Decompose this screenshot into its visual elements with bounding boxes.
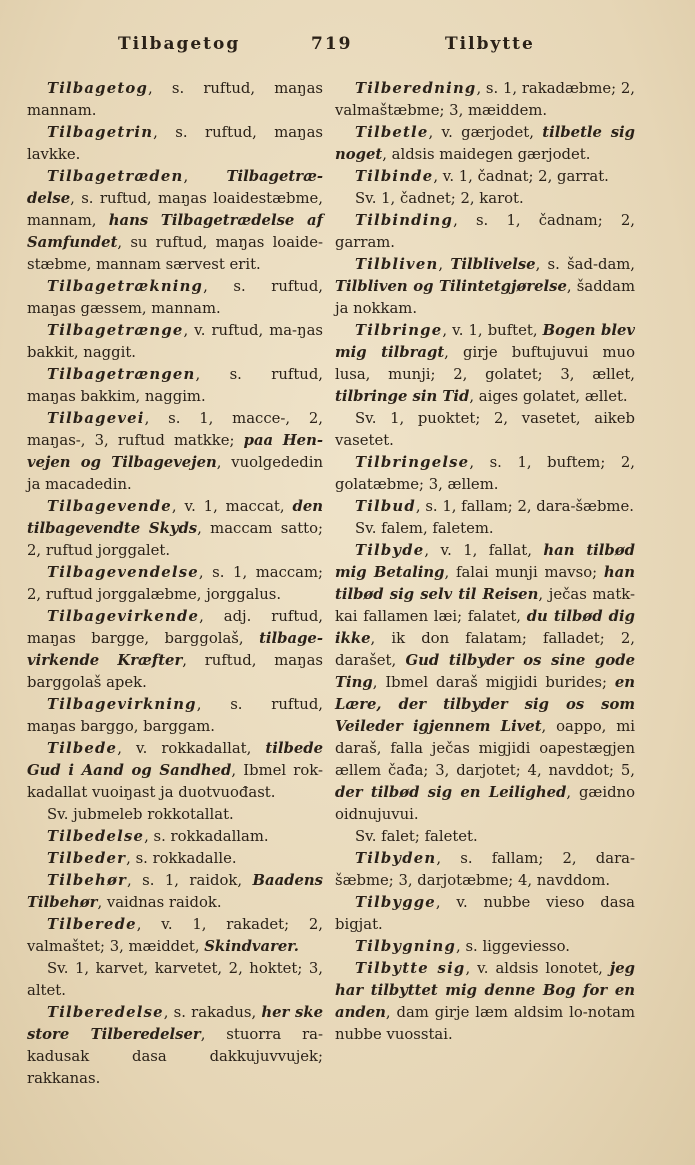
headword: Tilbud — [355, 498, 416, 515]
headword: Tilberedning — [355, 80, 477, 97]
headword: Tilbede — [47, 740, 118, 757]
headword: Tilbagevirkende — [47, 608, 200, 625]
headword: Tilbagetog — [47, 80, 148, 97]
example-phrase: Baadens Tilbehør — [27, 872, 323, 911]
headword: Tilbagevei — [47, 410, 145, 427]
dictionary-entry — [27, 848, 323, 870]
dictionary-entry — [27, 914, 323, 958]
dictionary-entry — [335, 892, 635, 936]
entry-text: , girje buftujuvui muo lusa, munji; 2, golatet; 3, ællet, — [335, 344, 635, 383]
entry-text: , s. 1, maccam; 2, ruftud jorggalæbme, jorggalus. — [27, 564, 323, 603]
dictionary-entry — [335, 122, 635, 166]
example-phrase: hans Tilbagetrædelse af Samfundet — [27, 212, 323, 251]
entry-text: , s. rokkadalle. — [126, 850, 237, 867]
dictionary-entry — [27, 738, 323, 804]
entry-text: , s. ruftud, maŋas mannam. — [27, 80, 323, 119]
example-phrase: der tilbød sig en Leilighed — [335, 784, 567, 801]
dictionary-entry — [27, 1002, 323, 1090]
entry-text: , ruftud, maŋas barggolaš apek. — [27, 652, 323, 691]
entry-text: , v. 1, maccat, — [171, 498, 293, 515]
headword: Tilbetle — [355, 124, 429, 141]
dictionary-entry — [335, 496, 635, 518]
dictionary-entry — [335, 958, 635, 1046]
dictionary-entry — [335, 320, 635, 408]
dictionary-entry — [335, 166, 635, 188]
example-phrase: tilbetle sig noget — [335, 124, 635, 163]
example-phrase: den tilbagevendte Skyds — [27, 498, 323, 537]
entry-text: , s. ruftud, maŋas barggo, barggam. — [27, 696, 323, 735]
entry-text: , falai munji mavso; — [444, 564, 604, 581]
dictionary-entry — [27, 826, 323, 848]
swedish-equivalent — [335, 518, 635, 540]
entry-text: , Ibmel rok-kadallat vuoiŋast ja duotvuođast. — [27, 762, 323, 801]
headword: Tilbehør — [47, 872, 128, 889]
headword: Tilbyde — [355, 542, 425, 559]
entry-text: , s. 1, čadnam; 2, garram. — [335, 212, 635, 251]
dictionary-entry — [335, 78, 635, 122]
entry-text: , aldsis maidegen gærjodet. — [382, 146, 591, 163]
headword: Tilbagevende — [47, 498, 172, 515]
swedish-equivalent — [27, 804, 323, 826]
entry-text: , gæidno oidnujuvui. — [335, 784, 635, 823]
headword: Tilbringelse — [355, 454, 470, 471]
dictionary-entry — [27, 364, 323, 408]
dictionary-entry — [335, 254, 635, 320]
entry-text: , — [183, 168, 227, 185]
entry-text: , ik don falatam; falladet; 2, darašet, — [335, 630, 635, 669]
entry-text: , šaddam ja nokkam. — [335, 278, 635, 317]
dictionary-entry — [27, 870, 323, 914]
left-column — [27, 78, 323, 1090]
example-phrase: tilbede Gud i Aand og Sandhed — [27, 740, 323, 779]
headword: Tilbinde — [355, 168, 434, 185]
dictionary-entry — [27, 78, 323, 122]
headword: Tilbagetrækning — [47, 278, 204, 295]
entry-text: , s. šad-dam, — [535, 256, 635, 273]
dictionary-entry — [335, 210, 635, 254]
entry-text: , s. 1, raidok, — [127, 872, 253, 889]
entry-text: , v. gærjodet, — [428, 124, 543, 141]
entry-text: Sv. 1, karvet, karvetet, 2, hoktet; 3, altet. — [27, 960, 323, 999]
entry-text: Sv. falem, faletem. — [355, 520, 494, 537]
dictionary-entry — [27, 562, 323, 606]
headword: Tilbagetrængen — [47, 366, 196, 383]
example-phrase: Tilbagetræ-delse — [27, 168, 323, 207]
entry-text: , s. 1, buftem; 2, golatæbme; 3, ællem. — [335, 454, 635, 493]
headword: Tilbeder — [47, 850, 127, 867]
dictionary-entry — [27, 122, 323, 166]
example-phrase: jeg har tilbyttet mig denne Bog for en anden — [335, 960, 635, 1021]
headword: Tilbagetrænge — [47, 322, 184, 339]
headword: Tilberede — [47, 916, 137, 933]
headword: Tilbagetrin — [47, 124, 154, 141]
entry-text: , v. 1, čadnat; 2, garrat. — [433, 168, 609, 185]
headword: Tilbyden — [355, 850, 437, 867]
entry-text: , vaidnas raidok. — [97, 894, 222, 911]
example-phrase: han tilbød mig Betaling — [335, 542, 635, 581]
entry-text: , ječas matk-kai fallamen læi; falatet, — [335, 586, 635, 625]
headword: Tilbedelse — [47, 828, 145, 845]
example-phrase: du tilbød dig ikke — [335, 608, 635, 647]
dictionary-entry — [335, 936, 635, 958]
entry-text: , s. rakadus, — [163, 1004, 262, 1021]
entry-text: , s. ruftud, maŋas bakkim, naggim. — [27, 366, 323, 405]
example-phrase: Bogen blev mig tilbragt — [335, 322, 635, 361]
entry-text: , maccam satto; 2, ruftud jorggalet. — [27, 520, 323, 559]
headword: Tilberedelse — [47, 1004, 164, 1021]
entry-text: , stuorra ra-kadusak dasa dakkujuvvujek; rakkanas. — [27, 1026, 324, 1087]
entry-text: , dam girje læm aldsim lo-notam nubbe vuosstai. — [335, 1004, 635, 1043]
swedish-equivalent — [335, 408, 635, 452]
entry-text: , v. 1, fallat, — [424, 542, 544, 559]
entry-text: , v. 1, rakadet; 2, valmaštet; 3, mæiddet, — [27, 916, 323, 955]
example-phrase: han tilbød sig selv til Reisen — [335, 564, 636, 603]
entry-text: Sv. 1, čadnet; 2, karot. — [355, 190, 524, 207]
running-header-left: Tilbagetog — [118, 34, 241, 54]
dictionary-entry — [27, 320, 323, 364]
headword: Tilbringe — [355, 322, 443, 339]
entry-text: , — [438, 256, 451, 273]
running-header-right: Tilbytte — [445, 34, 535, 54]
entry-text: Sv. jubmeleb rokkotallat. — [47, 806, 234, 823]
entry-text: , vuolgededin ja macadedin. — [27, 454, 323, 493]
swedish-equivalent — [335, 188, 635, 210]
entry-text: , s. ruftud, maŋas gæssem, mannam. — [27, 278, 323, 317]
example-phrase: Skindvarer. — [204, 938, 299, 955]
example-phrase: paa Hen-vejen og Tilbagevejen — [27, 432, 323, 471]
entry-text: , su ruftud, maŋas loaide-stæbme, mannam særvest erit. — [27, 234, 323, 273]
example-phrase: tilbringe sin Tid — [335, 388, 470, 405]
headword: Tilbagevendelse — [47, 564, 199, 581]
entry-text: , s. fallam; 2, dara-šæbme; 3, darjotæbme; 4, navddom. — [335, 850, 635, 889]
entry-text: , s. 1, macce-, 2, maŋas-, 3, ruftud matkke; — [27, 410, 323, 449]
right-column — [335, 78, 635, 1046]
headword: Tilbygning — [355, 938, 457, 955]
entry-text: , oappo, mi daraš, falla ječas migjidi oapestægjen ællem čađa; 3, darjotet; 4, navddot; 5, — [335, 718, 635, 779]
entry-text: , s. liggeviesso. — [456, 938, 570, 955]
example-phrase: tilbage-virkende Kræfter — [27, 630, 323, 669]
dictionary-entry — [27, 408, 323, 496]
entry-text: Sv. 1, puoktet; 2, vasetet, aikeb vasetet. — [335, 410, 635, 449]
entry-text: , s. 1, rakadæbme; 2, valmaštæbme; 3, mæiddem. — [335, 80, 635, 119]
dictionary-entry — [27, 694, 323, 738]
entry-text: , v. rokkadallat, — [117, 740, 266, 757]
example-phrase: Tilbliven og Tilintetgjørelse — [335, 278, 567, 295]
dictionary-entry — [335, 540, 635, 826]
swedish-equivalent — [27, 958, 323, 1002]
entry-text: , s. 1, fallam; 2, dara-šæbme. — [415, 498, 634, 515]
entry-text: , v. 1, buftet, — [442, 322, 543, 339]
headword: Tilbygge — [355, 894, 436, 911]
example-phrase: Gud tilbyder os sine gode Ting — [335, 652, 635, 691]
entry-text: , v. nubbe vieso dasa bigjat. — [335, 894, 635, 933]
headword: Tilbinding — [355, 212, 454, 229]
dictionary-entry — [27, 496, 323, 562]
dictionary-entry — [335, 848, 635, 892]
entry-text: , aiges golatet, ællet. — [469, 388, 628, 405]
headword: Tilbliven — [355, 256, 439, 273]
entry-text: , v. ruftud, ma-ŋas bakkit, naggit. — [27, 322, 323, 361]
example-phrase: Tilblivelse — [450, 256, 536, 273]
dictionary-entry — [27, 606, 323, 694]
example-phrase: her ske store Tilberedelser — [27, 1004, 323, 1043]
swedish-equivalent — [335, 826, 635, 848]
entry-text: , Ibmel daraš migjidi burides; — [372, 674, 615, 691]
example-phrase: en Lære, der tilbyder sig os som Veileder igjennem Livet — [335, 674, 635, 735]
entry-text: , s. ruftud, maŋas lavkke. — [27, 124, 323, 163]
entry-text: , s. rokkadallam. — [144, 828, 269, 845]
dictionary-entry — [27, 166, 323, 276]
entry-text: Sv. falet; faletet. — [355, 828, 478, 845]
entry-text: , s. ruftud, maŋas loaidestæbme, mannam, — [27, 190, 323, 229]
entry-text: , v. aldsis lonotet, — [465, 960, 610, 977]
headword: Tilbytte sig — [355, 960, 466, 977]
dictionary-entry — [27, 276, 323, 320]
dictionary-entry — [335, 452, 635, 496]
page-number: 719 — [311, 34, 353, 54]
headword: Tilbagevirkning — [47, 696, 197, 713]
headword: Tilbagetræden — [47, 168, 184, 185]
entry-text: , adj. ruftud, maŋas bargge, barggolaš, — [27, 608, 323, 647]
